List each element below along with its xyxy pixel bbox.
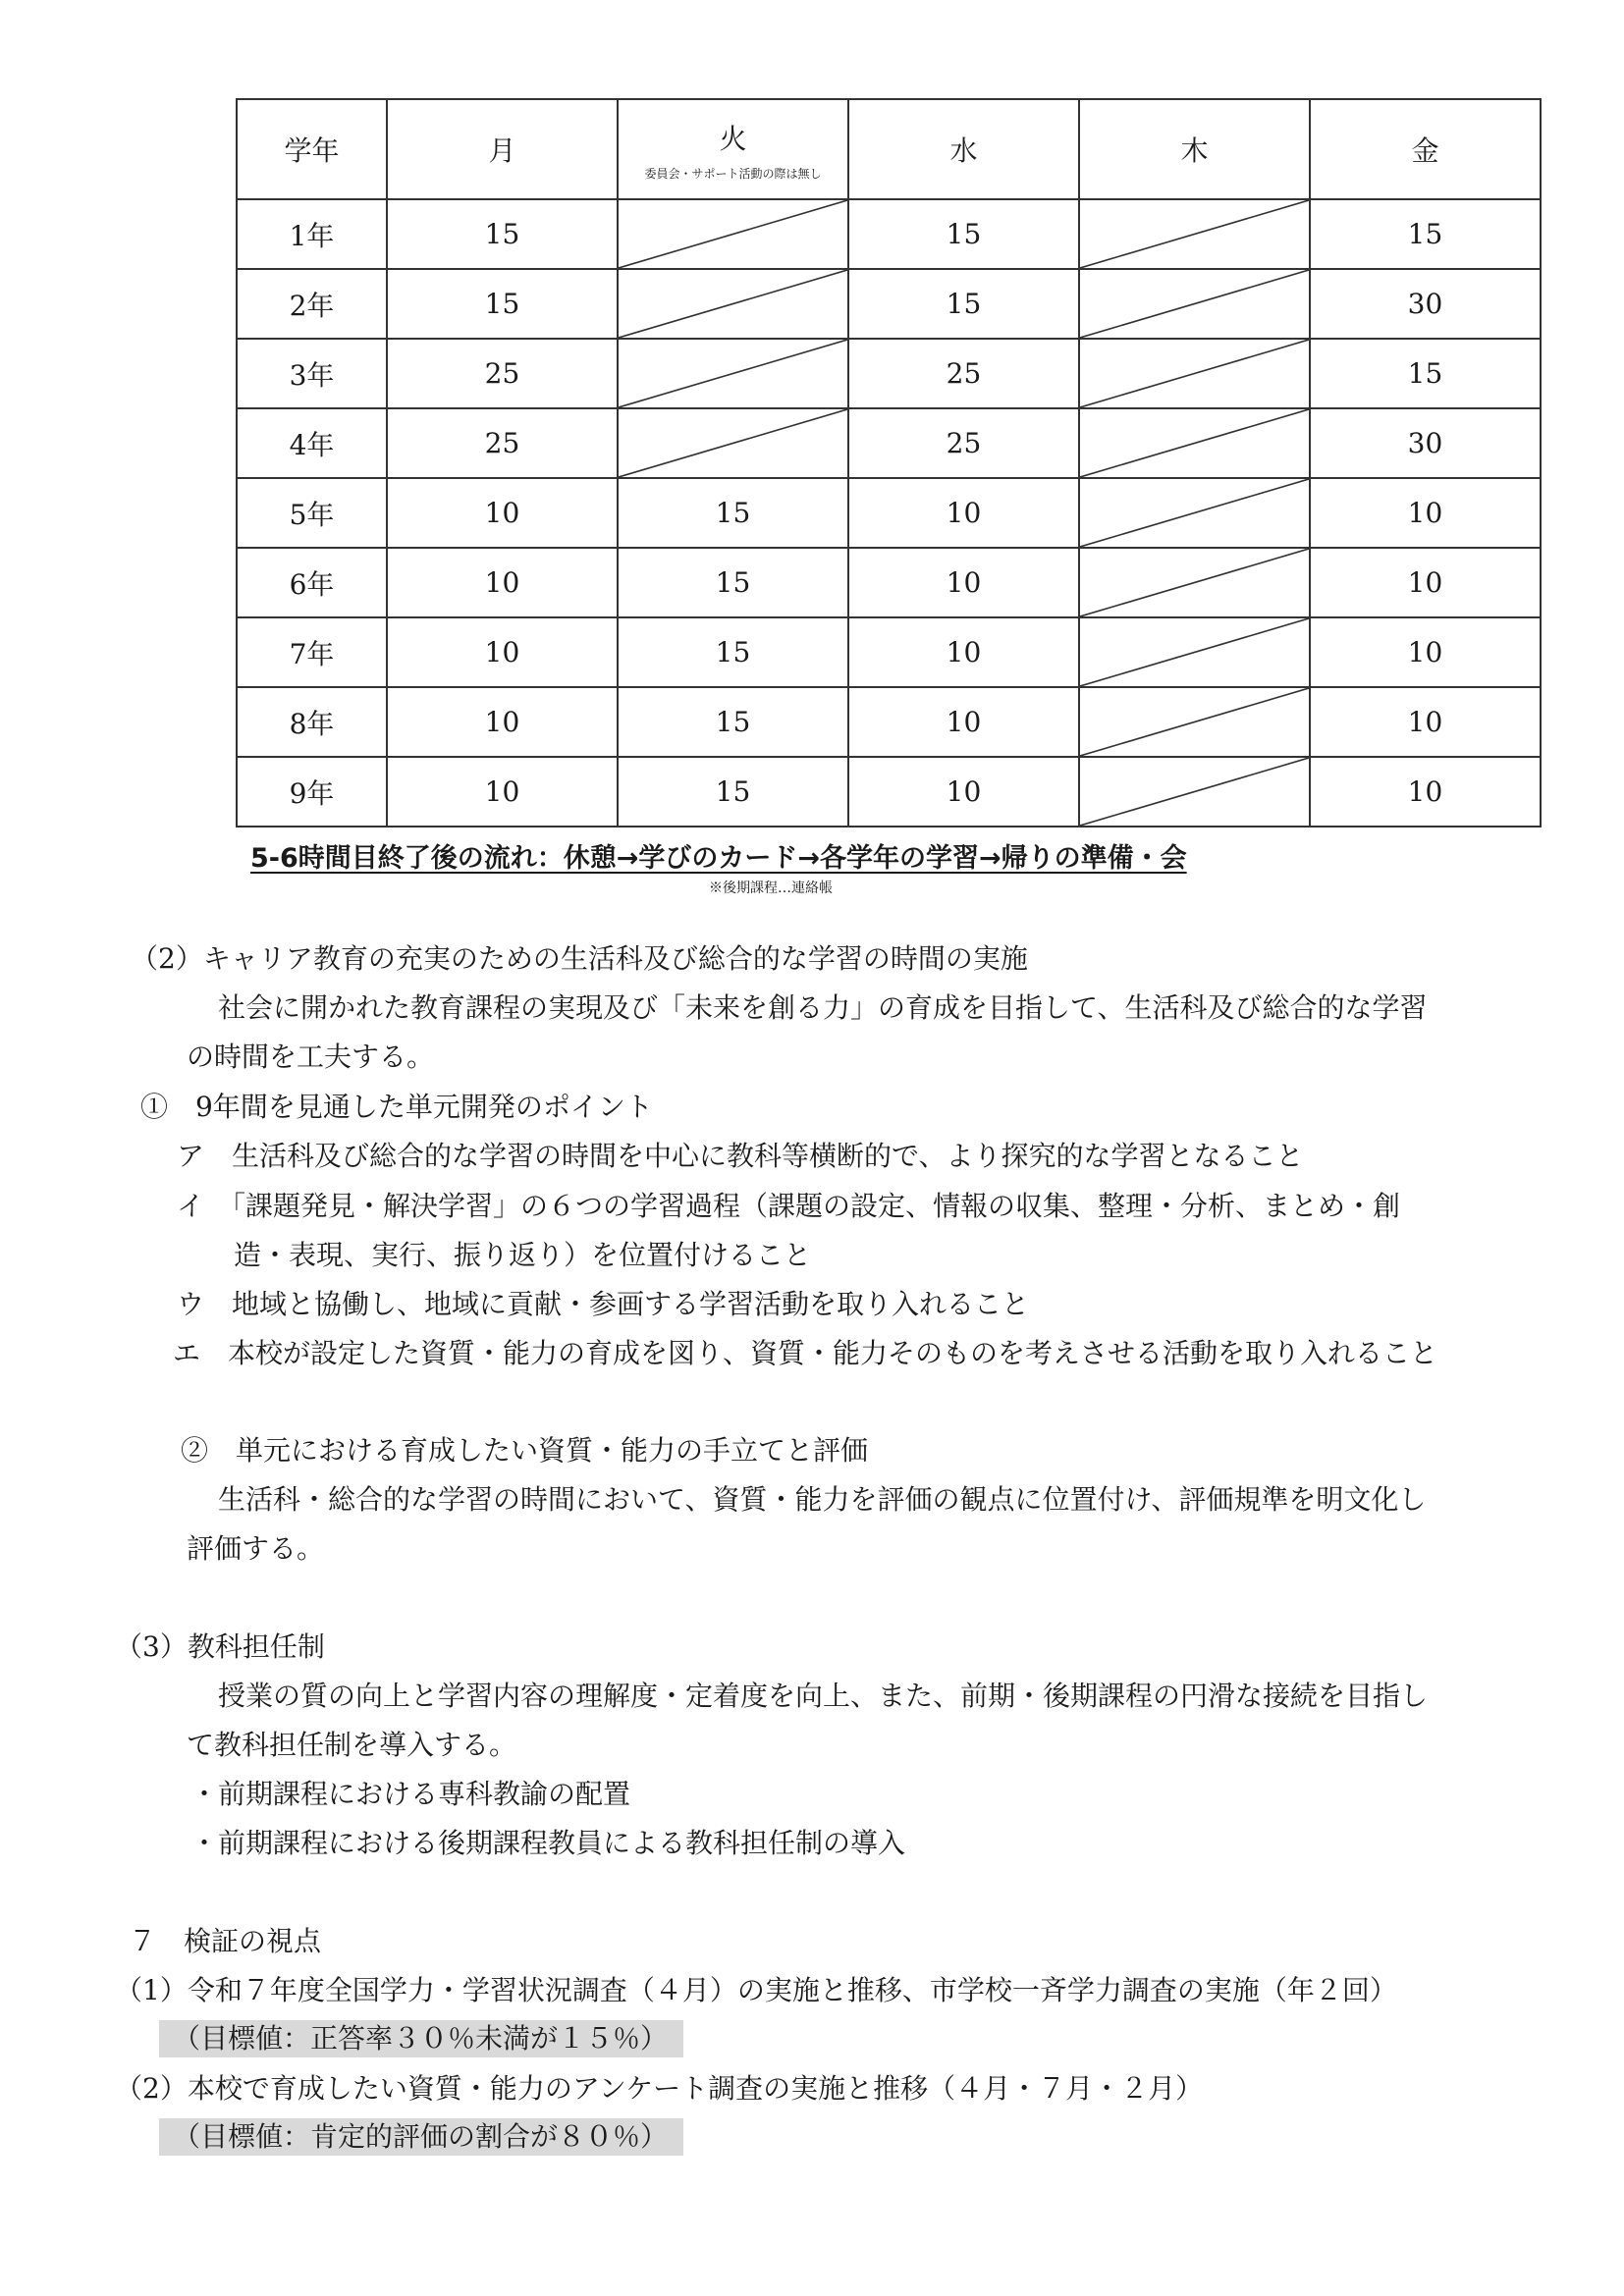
monday-cell: 25 <box>387 339 618 408</box>
empty-thursday-cell <box>1079 478 1310 548</box>
grade-cell: 9年 <box>237 757 387 827</box>
tuesday-cell: 15 <box>618 687 848 757</box>
header-tuesday-label: 火 <box>719 123 747 155</box>
friday-cell: 30 <box>1310 408 1541 478</box>
section7-item1: （1）令和７年度全国学力・学習状況調査（４月）の実施と推移、市学校一斉学力調査の実施（年２回） <box>115 1974 1397 2006</box>
friday-cell: 10 <box>1310 478 1541 548</box>
friday-cell: 10 <box>1310 548 1541 617</box>
monday-cell: 15 <box>387 199 618 269</box>
monday-cell: 10 <box>387 687 618 757</box>
table-header-row <box>237 99 1541 199</box>
header-tuesday <box>618 99 848 199</box>
empty-thursday-cell <box>1079 757 1310 827</box>
diagonal-slash <box>619 409 847 477</box>
empty-thursday-cell <box>1079 408 1310 478</box>
item-i-line2: 造・表現、実行、振り返り）を位置付けること <box>234 1239 812 1271</box>
table-row <box>237 687 1541 757</box>
diagonal-slash <box>619 270 847 338</box>
diagonal-slash <box>1080 479 1309 547</box>
header-monday: 月 <box>387 99 618 199</box>
empty-thursday-cell <box>1079 199 1310 269</box>
wednesday-cell: 10 <box>848 548 1079 617</box>
diagonal-slash <box>619 340 847 407</box>
wednesday-cell: 15 <box>848 269 1079 339</box>
friday-cell: 15 <box>1310 199 1541 269</box>
empty-tuesday-cell <box>618 269 848 339</box>
section3-heading: （3）教科担任制 <box>115 1630 325 1663</box>
table-row <box>237 339 1541 408</box>
friday-cell: 10 <box>1310 617 1541 687</box>
subsection1-heading: ① 9年間を見通した単元開発のポイント <box>140 1091 653 1123</box>
grade-cell: 7年 <box>237 617 387 687</box>
friday-cell: 30 <box>1310 269 1541 339</box>
diagonal-slash <box>1080 688 1309 756</box>
grade-cell: 6年 <box>237 548 387 617</box>
empty-tuesday-cell <box>618 408 848 478</box>
tuesday-cell: 15 <box>618 548 848 617</box>
monday-cell: 10 <box>387 757 618 827</box>
table-row <box>237 199 1541 269</box>
subsection2-body-line2: 評価する。 <box>187 1532 325 1565</box>
empty-tuesday-cell <box>618 339 848 408</box>
diagonal-slash <box>1080 549 1309 616</box>
table-row <box>237 548 1541 617</box>
schedule-table <box>236 98 1542 828</box>
grade-cell: 4年 <box>237 408 387 478</box>
empty-thursday-cell <box>1079 687 1310 757</box>
subsection2-heading: ② 単元における育成したい資質・能力の手立てと評価 <box>181 1434 869 1467</box>
monday-cell: 10 <box>387 478 618 548</box>
tuesday-cell: 15 <box>618 478 848 548</box>
friday-cell: 15 <box>1310 339 1541 408</box>
empty-tuesday-cell <box>618 199 848 269</box>
wednesday-cell: 10 <box>848 687 1079 757</box>
diagonal-slash <box>1080 409 1309 477</box>
monday-cell: 15 <box>387 269 618 339</box>
tuesday-cell: 15 <box>618 757 848 827</box>
section2-intro-line2: の時間を工夫する。 <box>187 1041 435 1073</box>
section7-item1-target: （目標値：正答率３０％未満が１５％） <box>159 2020 683 2057</box>
empty-thursday-cell <box>1079 339 1310 408</box>
after-school-flow-note: 5-6時間目終了後の流れ：休憩→学びのカード→各学年の学習→帰りの準備・会 <box>250 843 1187 874</box>
header-wednesday: 水 <box>848 99 1079 199</box>
diagonal-slash <box>1080 758 1309 826</box>
table-row <box>237 408 1541 478</box>
item-i-line1: イ 「課題発見・解決学習」の６つの学習過程（課題の設定、情報の収集、整理・分析、まとめ・創 <box>177 1190 1401 1222</box>
monday-cell: 10 <box>387 548 618 617</box>
subsection2-body-line1: 生活科・総合的な学習の時間において、資質・能力を評価の観点に位置付け、評価規準を明文化し <box>218 1483 1427 1516</box>
wednesday-cell: 25 <box>848 339 1079 408</box>
monday-cell: 25 <box>387 408 618 478</box>
wednesday-cell: 15 <box>848 199 1079 269</box>
grade-cell: 3年 <box>237 339 387 408</box>
wednesday-cell: 10 <box>848 617 1079 687</box>
wednesday-cell: 10 <box>848 757 1079 827</box>
grade-cell: 2年 <box>237 269 387 339</box>
friday-cell: 10 <box>1310 687 1541 757</box>
section7-heading: ７ 検証の視点 <box>129 1925 322 1957</box>
wednesday-cell: 10 <box>848 478 1079 548</box>
section7-item2-target: （目標値：肯定的評価の割合が８０％） <box>159 2118 683 2156</box>
header-thursday: 木 <box>1079 99 1310 199</box>
header-friday: 金 <box>1310 99 1541 199</box>
friday-cell: 10 <box>1310 757 1541 827</box>
grade-cell: 8年 <box>237 687 387 757</box>
section3-bullet1: ・前期課程における専科教諭の配置 <box>190 1778 631 1810</box>
diagonal-slash <box>619 200 847 268</box>
grade-cell: 5年 <box>237 478 387 548</box>
header-grade: 学年 <box>237 99 387 199</box>
section3-body-line1: 授業の質の向上と学習内容の理解度・定着度を向上、また、前期・後期課程の円滑な接続を目指し <box>218 1680 1429 1712</box>
monday-cell: 10 <box>387 617 618 687</box>
diagonal-slash <box>1080 340 1309 407</box>
table-row <box>237 617 1541 687</box>
empty-thursday-cell <box>1079 617 1310 687</box>
section7-item2: （2）本校で育成したい資質・能力のアンケート調査の実施と推移（４月・７月・２月） <box>115 2072 1204 2105</box>
diagonal-slash <box>1080 270 1309 338</box>
item-a: ア 生活科及び総合的な学習の時間を中心に教科等横断的で、より探究的な学習となること <box>177 1140 1304 1172</box>
empty-thursday-cell <box>1079 269 1310 339</box>
table-row <box>237 269 1541 339</box>
section2-intro-line1: 社会に開かれた教育課程の実現及び「未来を創る力」の育成を目指して、生活科及び総合的な学習 <box>218 991 1428 1024</box>
wednesday-cell: 25 <box>848 408 1079 478</box>
table-row <box>237 757 1541 827</box>
diagonal-slash <box>1080 618 1309 686</box>
section3-body-line2: て教科担任制を導入する。 <box>187 1729 517 1761</box>
item-u: ウ 地域と協働し、地域に貢献・参画する学習活動を取り入れること <box>177 1288 1030 1320</box>
section2-heading: （2）キャリア教育の充実のための生活科及び総合的な学習の時間の実施 <box>131 942 1028 975</box>
table-row <box>237 478 1541 548</box>
section3-bullet2: ・前期課程における後期課程教員による教科担任制の導入 <box>190 1827 906 1859</box>
grade-cell: 1年 <box>237 199 387 269</box>
item-e: エ 本校が設定した資質・能力の育成を図り、資質・能力そのものを考えさせる活動を取り入れること <box>173 1337 1438 1369</box>
empty-thursday-cell <box>1079 548 1310 617</box>
header-tuesday-note: 委員会・サポート活動の際は無し <box>644 167 822 181</box>
flow-small-note: ※後期課程…連絡帳 <box>709 881 833 896</box>
diagonal-slash <box>1080 200 1309 268</box>
tuesday-cell: 15 <box>618 617 848 687</box>
